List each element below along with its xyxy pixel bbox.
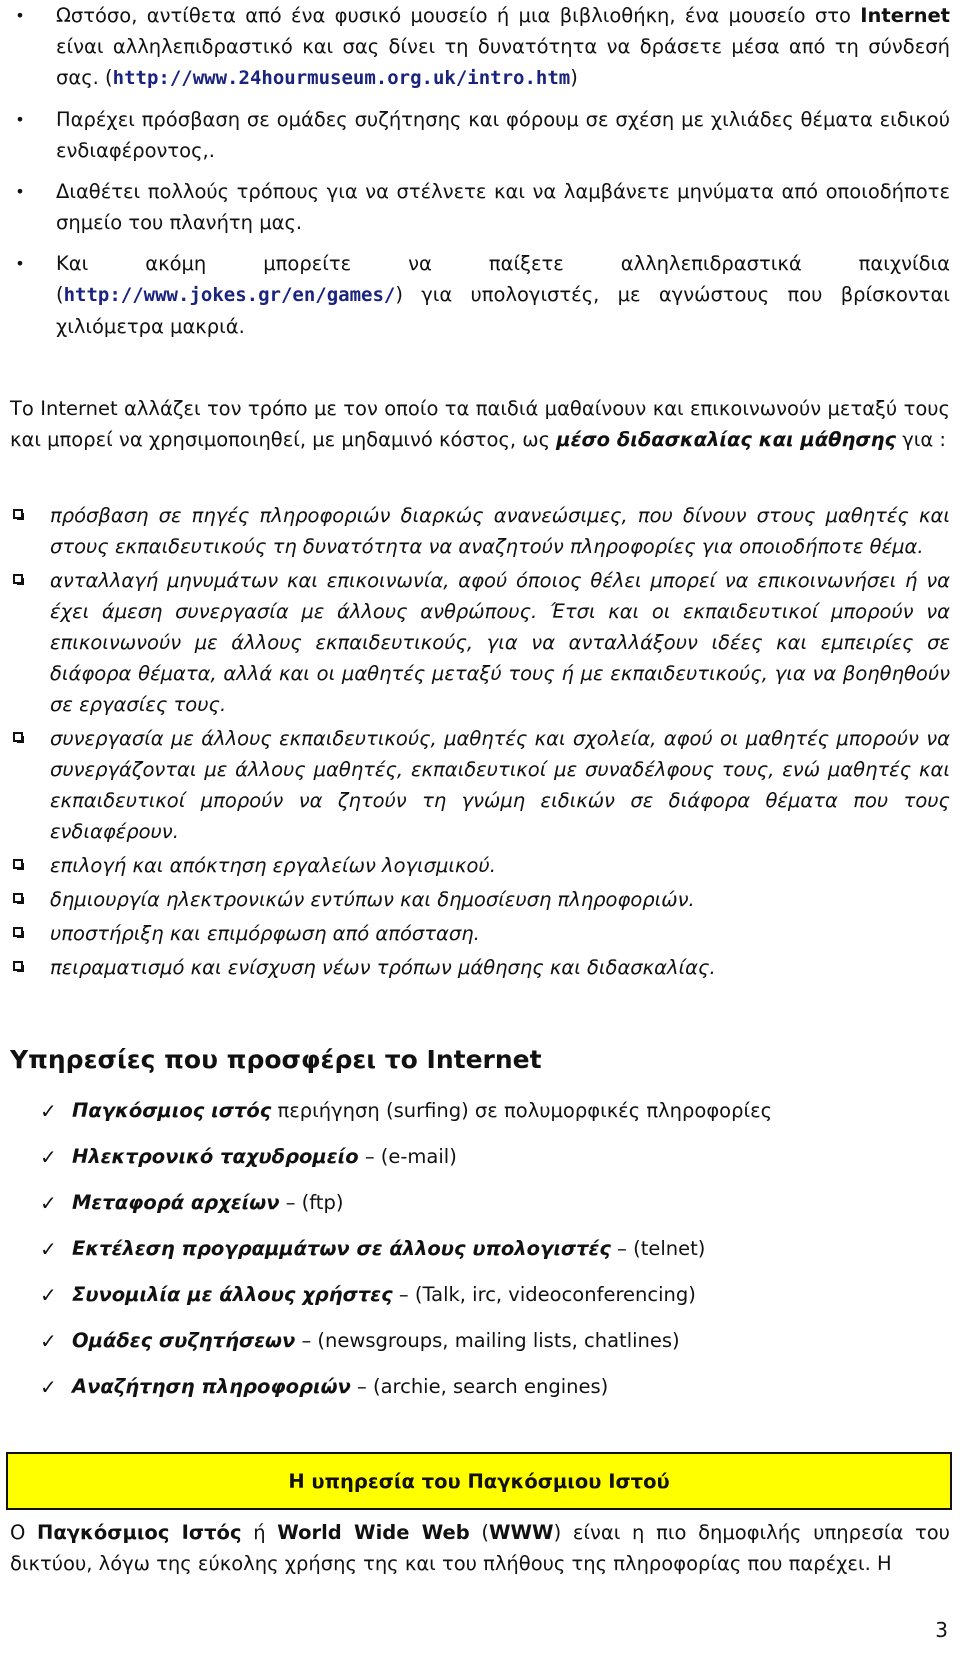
checkmark-icon: ✓ [40,1099,57,1123]
intro-text-after: για : [896,428,947,451]
text-run: ) για υπολογιστές, με αγνώστους που βρίσκονται χιλιόμετρα μακριά. [56,283,950,338]
square-checkbox-icon [13,732,23,742]
final-paragraph [10,1517,950,1579]
square-list-text: επιλογή και απόκτηση εργαλείων λογισμικού. [50,854,496,877]
section-banner [6,1452,952,1510]
service-title: Αναζήτηση πληροφοριών [72,1375,351,1398]
bullet-item [10,0,950,94]
square-checkbox-icon [13,893,23,903]
bullet-icon: • [15,182,25,201]
service-item [40,1188,940,1234]
service-item [40,1326,940,1372]
square-bullet-list [10,500,950,986]
square-list-item [10,723,950,847]
bullet-icon: • [15,254,25,273]
url-text: http://www.jokes.gr/en/games/ [63,284,396,306]
square-list-text: υποστήριξη και επιμόρφωση από απόσταση. [50,922,480,945]
service-description: – (newsgroups, mailing lists, chatlines) [295,1329,680,1352]
bold-term: WWW [489,1521,554,1544]
service-title: Ομάδες συζητήσεων [72,1329,296,1352]
checkmark-icon: ✓ [40,1375,57,1399]
square-list-item [10,952,950,983]
text-run: ή [241,1521,278,1544]
service-item [40,1372,940,1418]
bold-term: Internet [860,4,950,27]
intro-paragraph [10,393,950,455]
bullet-item [10,176,950,238]
text-run: ) [570,66,578,89]
service-description: – (archie, search engines) [350,1375,609,1398]
service-item [40,1096,940,1142]
text-run: Και ακόμη μπορείτε να παίξετε αλληλεπιδραστικά παιχνίδια ( [56,252,950,306]
text-run: Ωστόσο, αντίθετα από ένα φυσικό μουσείο ή μια βιβλιοθήκη, ένα μουσείο στο [56,4,861,27]
services-list [40,1096,940,1418]
text-run: Διαθέτει πολλούς τρόπους για να στέλνετε και να λαμβάνετε μηνύματα από οποιοδήποτε σημείο του πλανήτη μας. [56,180,950,234]
intro-emphasis: μέσο διδασκαλίας και μάθησης [556,428,897,451]
square-list-text: ανταλλαγή μηνυμάτων και επικοινωνία, αφού όποιος θέλει μπορεί να επικοινωνήσει ή να έχει άμεση συνεργασία με άλλους ανθρώπους. Έτσι και οι εκπαιδευτικοί μπορούν να επικοινωνούν με άλλους εκπαιδευτικούς, για να ανταλλάξουν ιδέες και εμπειρίες σε διάφορα θέματα, αλλά και οι μαθητές μεταξύ τους ή με εκπαιδευτικούς, για να βοηθηθούν σε εργασίες τους. [50,569,950,716]
page-number: 3 [935,1618,948,1642]
service-item [40,1142,940,1188]
service-item [40,1234,940,1280]
service-item [40,1280,940,1326]
service-description: – (telnet) [610,1237,706,1260]
checkmark-icon: ✓ [40,1283,57,1307]
services-heading: Υπηρεσίες που προσφέρει το Internet [10,1045,542,1074]
square-checkbox-icon [13,574,23,584]
service-title: Μεταφορά αρχείων [72,1191,280,1214]
square-list-text: πρόσβαση σε πηγές πληροφοριών διαρκώς ανανεώσιμες, που δίνουν στους μαθητές και στους εκπαιδευτικούς τη δυνατότητα να αναζητούν πληροφορίες για οποιοδήποτε θέμα. [50,504,950,558]
service-title: Εκτέλεση προγραμμάτων σε άλλους υπολογιστές [72,1237,611,1260]
checkmark-icon: ✓ [40,1191,57,1215]
square-checkbox-icon [13,927,23,937]
checkmark-icon: ✓ [40,1237,57,1261]
service-description: – (Talk, irc, videoconferencing) [392,1283,696,1306]
service-title: Ηλεκτρονικό ταχυδρομείο [72,1145,359,1168]
square-checkbox-icon [13,859,23,869]
bold-term: Παγκόσμιος Ιστός [37,1521,242,1544]
square-list-item [10,500,950,562]
banner-title: Η υπηρεσία του Παγκόσμιου Ιστού [288,1469,670,1493]
square-list-item [10,565,950,720]
text-run: ( [469,1521,490,1544]
square-list-text: συνεργασία με άλλους εκπαιδευτικούς, μαθητές και σχολεία, αφού οι μαθητές μπορούν να συνεργάζονται με άλλους μαθητές, εκπαιδευτικοί με συναδέλφους τους, ενώ μαθητές και εκπαιδευτικοί μπορούν να ζητούν τη γνώμη ειδικών σε διάφορα θέματα που τους ενδιαφέρουν. [50,727,950,843]
square-checkbox-icon [13,509,23,519]
service-title: Συνομιλία με άλλους χρήστες [72,1283,393,1306]
text-run: ) είναι η πιο δημοφιλής υπηρεσία του δικτύου, λόγω της εύκολης χρήσης της και του πλήθους της πληροφορίας που παρέχει. Η [10,1521,950,1575]
square-list-item [10,884,950,915]
square-list-text: δημιουργία ηλεκτρονικών εντύπων και δημοσίευση πληροφοριών. [50,888,695,911]
bullet-icon: • [15,6,25,25]
intro-text-before: Το Internet αλλάζει τον τρόπο με τον οποίο τα παιδιά μαθαίνουν και επικοινωνούν μεταξύ τους και μπορεί να χρησιμοποιηθεί, με μηδαμινό κόστος, ως [10,397,950,451]
service-description: – (ftp) [279,1191,344,1214]
text-run: Παρέχει πρόσβαση σε ομάδες συζήτησης και φόρουμ σε σχέση με χιλιάδες θέματα ειδικού ενδιαφέροντος,. [56,108,950,162]
text-run: Ο [10,1521,38,1544]
square-checkbox-icon [13,961,23,971]
square-list-item [10,850,950,881]
bold-term: World Wide Web [277,1521,470,1544]
bullet-item [10,248,950,342]
bullet-item [10,104,950,166]
service-description: περιήγηση (surfing) σε πολυμορφικές πληροφορίες [271,1099,773,1122]
bullet-list [10,0,950,352]
service-title: Παγκόσμιος ιστός [72,1099,272,1122]
checkmark-icon: ✓ [40,1329,57,1353]
url-text: http://www.24hourmuseum.org.uk/intro.htm [112,67,571,89]
bullet-icon: • [15,110,25,129]
checkmark-icon: ✓ [40,1145,57,1169]
text-run: είναι αλληλεπιδραστικό και σας δίνει τη δυνατότητα να δράσετε μέσα από τη σύνδεσή σας. ( [56,35,950,89]
square-list-item [10,918,950,949]
square-list-text: πειραματισμό και ενίσχυση νέων τρόπων μάθησης και διδασκαλίας. [50,956,716,979]
service-description: – (e-mail) [358,1145,457,1168]
